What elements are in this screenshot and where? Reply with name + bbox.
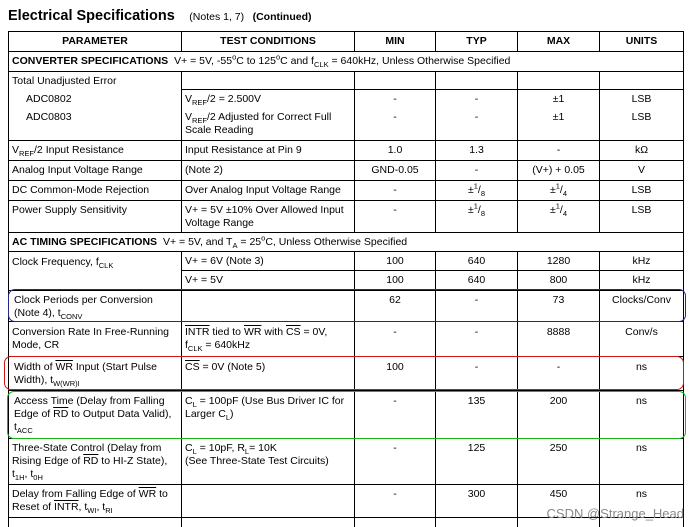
param-three-state-line3: $t_{1H}$, $t_{0H}$ [12, 468, 43, 483]
cond-adc0803-line2: Scale Reading [185, 124, 254, 136]
max-dc-cmr: $\pm^1/_4$ [549, 181, 568, 199]
units-dc-cmr: LSB [631, 184, 652, 196]
col-header-conditions: TEST CONDITIONS [220, 35, 316, 47]
param-three-state-line1: Three-State Control (Delay from [12, 442, 162, 454]
col-header-max: MAX [546, 35, 571, 47]
highlight-box-blue [8, 289, 686, 322]
param-pss: Power Supply Sensitivity [12, 204, 127, 216]
units-clock-periods: Clocks/Conv [612, 294, 671, 306]
max-clock-frequency-2: 800 [549, 274, 568, 286]
units-pss: LSB [631, 204, 652, 216]
param-three-state-line2: Rising Edge of $\overline{RD}$ to HI-Z State), [12, 455, 168, 467]
section-ac-timing-conditions: V+ = 5V, and $T_A = 25^oC$, Unless Otherwise Specified [162, 233, 408, 251]
highlight-box-red [4, 356, 684, 390]
max-three-state: 250 [549, 442, 568, 454]
section-ac-timing [12, 233, 408, 251]
min-conversion-rate: - [393, 326, 397, 338]
units-three-state: ns [635, 442, 648, 454]
param-adc0803: ADC0803 [26, 111, 72, 123]
section-ac-timing-label: AC TIMING SPECIFICATIONS [12, 236, 158, 248]
units-intr-reset: ns [635, 488, 648, 500]
param-wr-width-line2: Width), $t_{W(WR)I}$ [14, 374, 80, 389]
spec-continued: (Continued) [252, 11, 312, 23]
typ-adc0803: - [474, 111, 479, 123]
typ-vref-resistance: 1.3 [469, 144, 484, 156]
typ-clock-periods: - [474, 294, 479, 306]
min-wr-width: 100 [386, 361, 404, 373]
max-vref-resistance: - [556, 144, 561, 156]
section-converter-label: CONVERTER SPECIFICATIONS [12, 55, 169, 67]
param-access-time-line3: $t_{ACC}$ [14, 421, 33, 436]
min-adc0802: - [393, 93, 397, 105]
cond-access-time-line1: $C_L = 100pF$ (Use Bus Driver IC for [185, 395, 345, 410]
cond-dc-cmr: Over Analog Input Voltage Range [185, 184, 341, 196]
cond-clock-frequency-2: V+ = 5V [185, 274, 223, 286]
typ-dc-cmr: $\pm^1/_8$ [467, 181, 486, 199]
units-conversion-rate: Conv/s [625, 326, 658, 338]
typ-adc0802: - [474, 93, 479, 105]
spec-title: Electrical Specifications [8, 8, 175, 24]
param-intr-reset-line1: Delay from Falling Edge of $\overline{WR}$ to [12, 488, 168, 500]
min-access-time: - [393, 395, 397, 407]
col-header-typ: TYP [466, 35, 487, 47]
cond-adc0802: $V_{REF}/2 = 2.500V$ [185, 93, 262, 108]
typ-clock-frequency-2: 640 [467, 274, 486, 286]
max-conversion-rate: 8888 [546, 326, 571, 338]
typ-clock-frequency-1: 640 [467, 255, 486, 267]
param-analog-range: Analog Input Voltage Range [12, 164, 143, 176]
param-adc0802: ADC0802 [26, 93, 72, 105]
min-clock-frequency-1: 100 [386, 255, 404, 267]
param-conversion-rate-line2: Mode, CR [12, 339, 60, 351]
min-dc-cmr: - [393, 184, 397, 196]
min-intr-reset: - [393, 488, 397, 500]
section-converter-conditions: V+ = 5V, -55$^o$C to 125$^o$C and $f_{CLK} = 640kHz$, Unless Otherwise Specified [174, 52, 511, 70]
min-vref-resistance: 1.0 [387, 144, 403, 156]
typ-intr-reset: 300 [467, 488, 486, 500]
col-header-units: UNITS [625, 35, 658, 47]
cond-pss-line2: Voltage Range [185, 217, 254, 229]
cond-three-state-line2: (See Three-State Test Circuits) [185, 455, 329, 467]
cond-access-time-line2: Larger $C_L$) [185, 408, 234, 423]
typ-wr-width: - [474, 361, 479, 373]
typ-three-state: 125 [467, 442, 486, 454]
min-clock-periods: 62 [389, 294, 401, 306]
min-clock-frequency-2: 100 [386, 274, 404, 286]
highlight-box-green [7, 391, 686, 439]
cond-adc0803-line1: $V_{REF}/2$ Adjusted for Correct Full [185, 111, 332, 126]
col-header-parameter: PARAMETER [62, 35, 128, 47]
units-clock-frequency-1: kHz [632, 255, 651, 267]
units-access-time: ns [635, 395, 648, 407]
section-converter [12, 52, 511, 70]
param-access-time-line1: Access Time (Delay from Falling [14, 395, 165, 407]
watermark: CSDN @Strange_Head [546, 506, 684, 521]
min-pss: - [393, 204, 397, 216]
max-pss: $\pm^1/_4$ [549, 201, 568, 219]
cond-clock-frequency-1: V+ = 6V (Note 3) [185, 255, 264, 267]
units-wr-width: ns [635, 361, 648, 373]
param-clock-periods-line1: Clock Periods per Conversion [14, 294, 153, 306]
cond-vref-resistance: Input Resistance at Pin 9 [185, 144, 302, 156]
cond-conversion-rate-line2: $f_{CLK} = 640kHz$ [185, 339, 251, 354]
max-clock-frequency-1: 1280 [546, 255, 571, 267]
param-clock-periods-line2: (Note 4), $t_{CONV}$ [14, 307, 83, 322]
min-adc0803: - [393, 111, 397, 123]
min-three-state: - [393, 442, 397, 454]
cond-analog-range: (Note 2) [185, 164, 223, 176]
units-vref-resistance: kΩ [634, 144, 649, 156]
param-dc-cmr: DC Common-Mode Rejection [12, 184, 150, 196]
units-adc0803: LSB [631, 111, 652, 123]
spec-notes: (Notes 1, 7) [189, 11, 245, 23]
max-adc0803: ±1 [552, 111, 565, 123]
param-vref-resistance: $V_{REF}/2$ Input Resistance [12, 144, 124, 159]
max-analog-range: (V+) + 0.05 [532, 164, 585, 176]
param-total-unadjusted-error: Total Unadjusted Error [12, 75, 117, 87]
typ-access-time: 135 [467, 395, 486, 407]
col-header-min: MIN [385, 35, 405, 47]
max-access-time: 200 [549, 395, 568, 407]
cond-three-state-line1: $C_L = 10pF$, $R_L= 10K$ [185, 442, 277, 457]
max-adc0802: ±1 [552, 93, 565, 105]
max-wr-width: - [556, 361, 561, 373]
min-analog-range: GND-0.05 [371, 164, 419, 176]
typ-analog-range: - [474, 164, 479, 176]
max-clock-periods: 73 [552, 294, 565, 306]
param-clock-frequency: Clock Frequency, $f_{CLK}$ [12, 256, 114, 271]
cond-wr-width: $\overline{CS} = 0V$ (Note 5) [185, 361, 266, 373]
cond-pss-line1: V+ = 5V ±10% Over Allowed Input [185, 204, 344, 216]
typ-pss: $\pm^1/_8$ [467, 201, 486, 219]
param-conversion-rate-line1: Conversion Rate In Free-Running [12, 326, 169, 338]
units-clock-frequency-2: kHz [632, 274, 651, 286]
units-analog-range: V [637, 164, 645, 176]
param-access-time-line2: Edge of $\overline{RD}$ to Output Data Valid), [14, 408, 172, 420]
param-wr-width-line1: Width of $\overline{WR}$ Input (Start Pulse [14, 361, 157, 373]
cond-conversion-rate-line1: INTR tied to $\overline{WR}$ with $\overline{CS} = 0V$, [185, 326, 328, 338]
units-adc0802: LSB [631, 93, 652, 105]
param-intr-reset-line2: Reset of INTR, $t_{WI}$, $t_{RI}$ [12, 501, 113, 516]
typ-conversion-rate: - [474, 326, 479, 338]
max-intr-reset: 450 [549, 488, 568, 500]
